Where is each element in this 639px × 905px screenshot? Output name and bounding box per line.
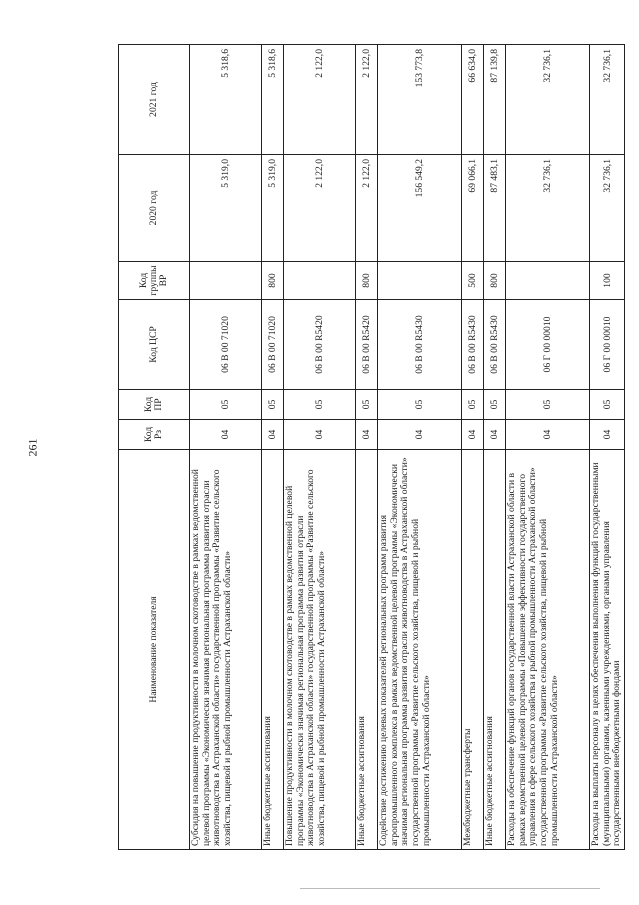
table-row bbox=[378, 45, 462, 850]
row-2021: 2 122,0 bbox=[284, 45, 356, 155]
row-pr: 05 bbox=[356, 390, 378, 420]
table-row bbox=[506, 45, 590, 850]
row-rz: 04 bbox=[590, 420, 625, 450]
page-number: 261 bbox=[25, 438, 40, 457]
row-vr: 800 bbox=[356, 262, 378, 300]
row-2020: 32 736,1 bbox=[506, 155, 590, 262]
row-2020: 5 319,0 bbox=[262, 155, 284, 262]
header-rz: Код Рз bbox=[119, 420, 190, 450]
row-name: Иные бюджетные ассигнования bbox=[484, 450, 506, 850]
table-row bbox=[262, 45, 284, 850]
row-rz: 04 bbox=[462, 420, 484, 450]
table-row bbox=[190, 45, 262, 850]
budget-table-container bbox=[118, 45, 623, 850]
row-vr: 800 bbox=[262, 262, 284, 300]
row-2020: 2 122,0 bbox=[356, 155, 378, 262]
table-row bbox=[484, 45, 506, 850]
row-2021: 32 736,1 bbox=[590, 45, 625, 155]
table-row bbox=[284, 45, 356, 850]
row-vr: 800 bbox=[484, 262, 506, 300]
row-csr: 06 Г 00 00010 bbox=[590, 300, 625, 390]
header-vr: Код группы ВР bbox=[119, 262, 190, 300]
header-csr: Код ЦСР bbox=[119, 300, 190, 390]
row-2021: 87 139,8 bbox=[484, 45, 506, 155]
row-name: Иные бюджетные ассигнования bbox=[262, 450, 284, 850]
row-vr bbox=[284, 262, 356, 300]
row-name: Расходы на выплаты персоналу в целях обеспечения выполнения функций государственными (муниципальными) органами, казенными учреждениями, органами управления государственными внебюджетными фондами bbox=[590, 450, 625, 850]
row-rz: 04 bbox=[378, 420, 462, 450]
row-name: Субсидия на повышение продуктивности в молочном скотоводстве в рамках ведомственной целевой программы «Экономически значимая региональная программа развития отрасли животноводства в Астраханской области» государственной программы «Развитие сельского хозяйства, пищевой и рыбной промышленности Астраханской области» bbox=[190, 450, 262, 850]
row-csr: 06 В 00 R5430 bbox=[484, 300, 506, 390]
row-2020: 69 066,1 bbox=[462, 155, 484, 262]
row-vr bbox=[190, 262, 262, 300]
table-row bbox=[356, 45, 378, 850]
row-2020: 32 736,1 bbox=[590, 155, 625, 262]
row-name: Межбюджетные трансферты bbox=[462, 450, 484, 850]
row-pr: 05 bbox=[484, 390, 506, 420]
row-2020: 87 483,1 bbox=[484, 155, 506, 262]
row-rz: 04 bbox=[284, 420, 356, 450]
header-2021: 2021 год bbox=[119, 45, 190, 155]
row-name: Расходы на обеспечение функций органов государственной власти Астраханской области в рамках ведомственной целевой программы «Повышение эффективности государственного управления в сфере сельского хозяйства и рыбной промышленности Астраханской области» государственной программы «Развитие сельского хозяйства, пищевой и рыбной промышленности Астраханской области» bbox=[506, 450, 590, 850]
row-pr: 05 bbox=[462, 390, 484, 420]
row-pr: 05 bbox=[190, 390, 262, 420]
table-row bbox=[462, 45, 484, 850]
row-pr: 05 bbox=[378, 390, 462, 420]
rotated-table bbox=[118, 45, 623, 850]
row-2021: 5 318,6 bbox=[262, 45, 284, 155]
row-rz: 04 bbox=[190, 420, 262, 450]
bottom-rule bbox=[300, 888, 600, 889]
row-name: Содействие достижению целевых показателей региональных программ развития агропромышленного комплекса в рамках ведомственной целевой программы «Экономически значимая региональная программа развития отрасли животноводства в Астраханской области» государственной программы «Развитие сельского хозяйства, пищевой и рыбной промышленности Астраханской области» bbox=[378, 450, 462, 850]
row-csr: 06 В 00 R5430 bbox=[462, 300, 484, 390]
row-csr: 06 В 00 R5420 bbox=[356, 300, 378, 390]
row-csr: 06 В 00 71020 bbox=[190, 300, 262, 390]
row-csr: 06 В 00 71020 bbox=[262, 300, 284, 390]
row-name: Повышение продуктивности в молочном скотоводстве в рамках ведомственной целевой программы «Экономически значимая региональная программа развития отрасли животноводства в Астраханской области» государственной программы «Развитие сельского хозяйства, пищевой и рыбной промышленности Астраханской области» bbox=[284, 450, 356, 850]
header-name: Наименование показателя bbox=[119, 450, 190, 850]
row-name: Иные бюджетные ассигнования bbox=[356, 450, 378, 850]
row-csr: 06 Г 00 00010 bbox=[506, 300, 590, 390]
row-pr: 05 bbox=[590, 390, 625, 420]
row-rz: 04 bbox=[484, 420, 506, 450]
table-row bbox=[590, 45, 625, 850]
row-vr bbox=[506, 262, 590, 300]
row-rz: 04 bbox=[506, 420, 590, 450]
header-2020: 2020 год bbox=[119, 155, 190, 262]
row-vr: 500 bbox=[462, 262, 484, 300]
table-header-row bbox=[119, 45, 190, 850]
row-2020: 2 122,0 bbox=[284, 155, 356, 262]
row-pr: 05 bbox=[506, 390, 590, 420]
row-2021: 153 773,8 bbox=[378, 45, 462, 155]
row-2021: 32 736,1 bbox=[506, 45, 590, 155]
row-2020: 156 549,2 bbox=[378, 155, 462, 262]
row-pr: 05 bbox=[284, 390, 356, 420]
row-2020: 5 319,0 bbox=[190, 155, 262, 262]
row-vr: 100 bbox=[590, 262, 625, 300]
row-csr: 06 В 00 R5420 bbox=[284, 300, 356, 390]
row-2021: 66 634,0 bbox=[462, 45, 484, 155]
row-csr: 06 В 00 R5430 bbox=[378, 300, 462, 390]
row-pr: 05 bbox=[262, 390, 284, 420]
row-vr bbox=[378, 262, 462, 300]
row-2021: 2 122,0 bbox=[356, 45, 378, 155]
row-rz: 04 bbox=[356, 420, 378, 450]
row-2021: 5 318,6 bbox=[190, 45, 262, 155]
budget-table bbox=[118, 44, 625, 850]
row-rz: 04 bbox=[262, 420, 284, 450]
header-pr: Код ПР bbox=[119, 390, 190, 420]
